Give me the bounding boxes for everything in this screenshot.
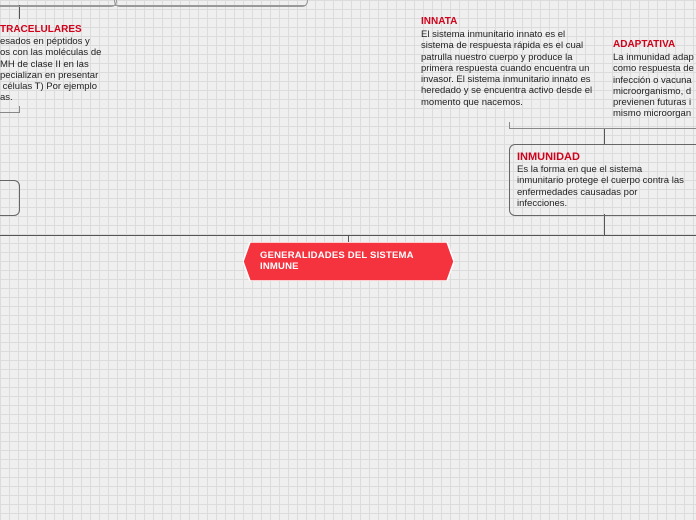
- innata-text: El sistema inmunitario innato es el sistema de respuesta rápida es el cual patrulla nuestro cuerpo y produce la primera respuesta cuando encuentra un invasor. El sistema inmunitario innato es heredado y se encuentra activo desde el momento que nacemos.: [421, 29, 593, 108]
- central-node[interactable]: [243, 242, 454, 281]
- innata-title: INNATA: [421, 16, 458, 27]
- adaptativa-title: ADAPTATIVA: [613, 39, 676, 50]
- left-partial-node-box[interactable]: [0, 180, 20, 216]
- top-partial-node-box-left: [0, 0, 117, 7]
- inmunidad-text: Es la forma en que el sistema inmunitario protege el cuerpo contra las enfermedades causadas por infecciones.: [517, 164, 684, 209]
- extracelulares-title: TRACELULARES: [0, 24, 82, 35]
- adaptativa-text: La inmunidad adap como respuesta de infección o vacuna microorganismo, d previenen futuras i mismo microorgan: [613, 52, 694, 120]
- top-left-connector: [19, 5, 20, 19]
- subnodes-bracket-line: [509, 128, 696, 129]
- subnodes-bracket-left: [509, 122, 510, 129]
- extracelulares-text: esados en péptidos y os con las moléculas de MH de clase II en las pecializan en presentar células T) Por ejemplo as.: [0, 36, 102, 104]
- left-node-bracket-bottom: [0, 112, 20, 113]
- top-partial-node-box-right: [114, 0, 308, 7]
- subnodes-stem-line: [604, 128, 605, 144]
- innata-node[interactable]: [421, 16, 597, 108]
- adaptativa-node[interactable]: [613, 39, 696, 120]
- extracelulares-node[interactable]: [0, 24, 110, 104]
- central-node-label: GENERALIDADES DEL SISTEMA INMUNE: [260, 250, 414, 272]
- inmunidad-title: INMUNIDAD: [517, 151, 580, 163]
- inmunidad-node: [517, 151, 685, 209]
- inmunidad-stem-line: [604, 214, 605, 235]
